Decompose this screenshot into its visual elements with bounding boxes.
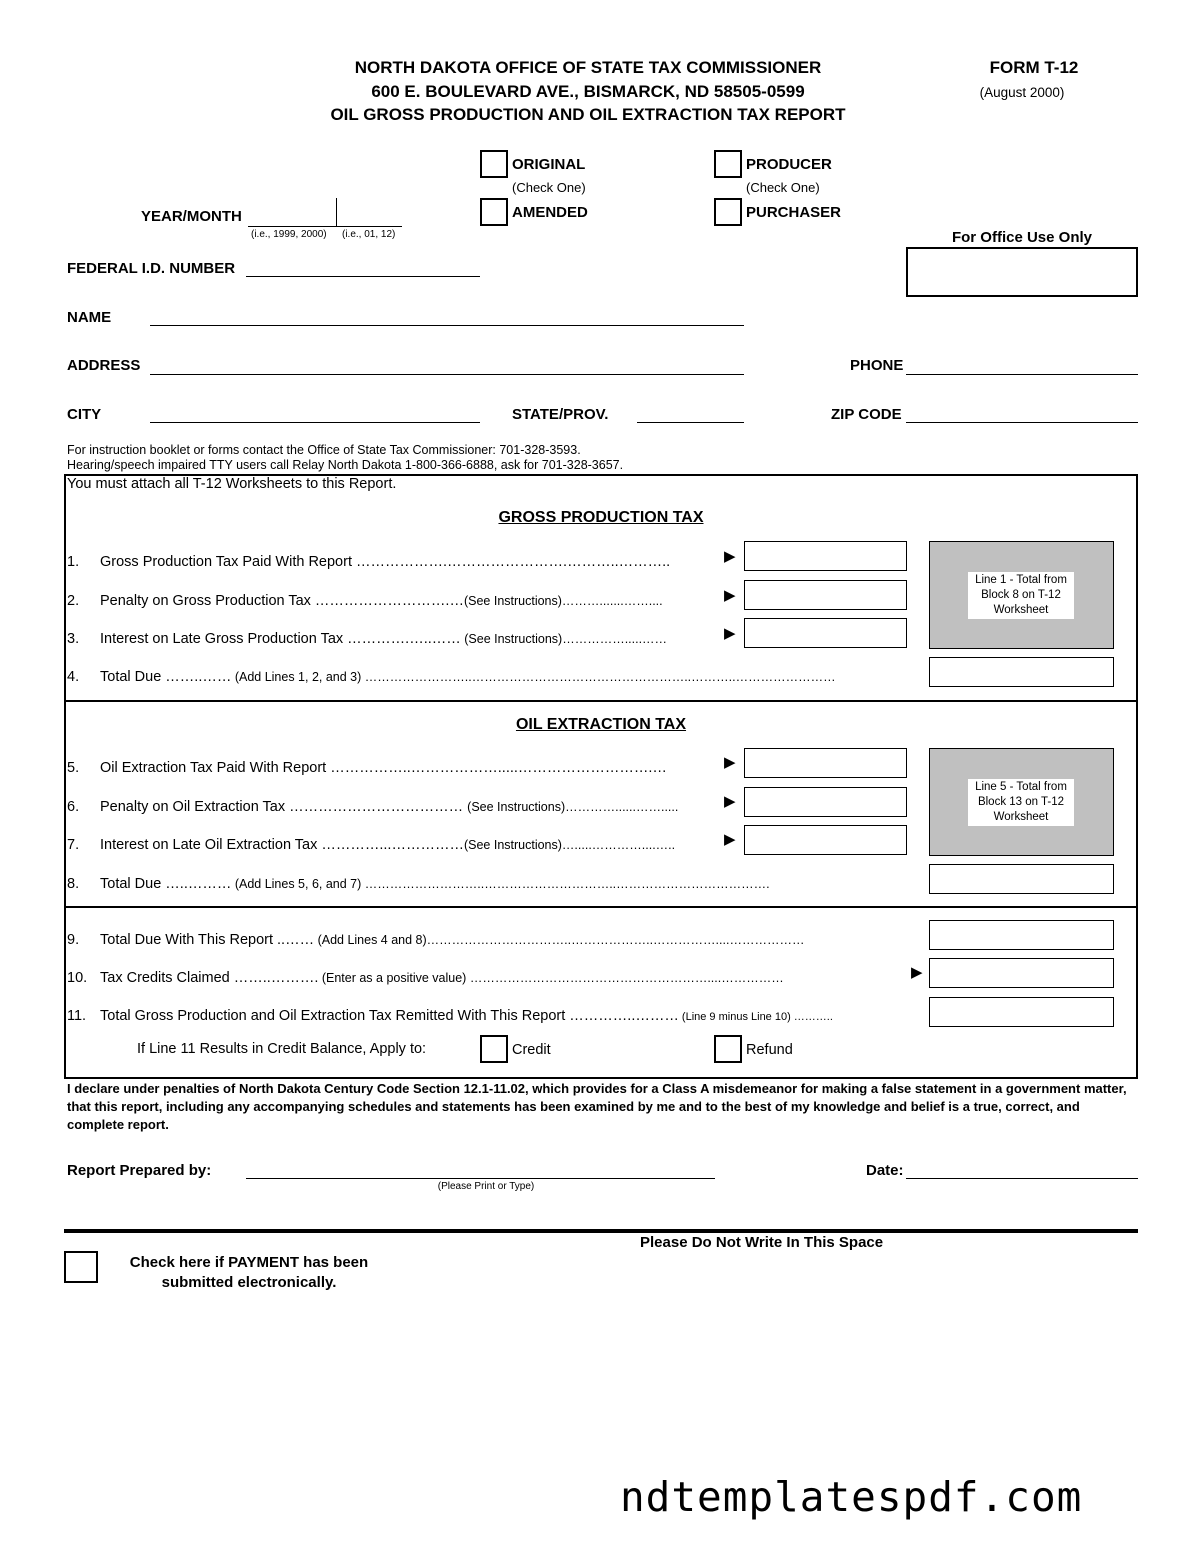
electronic-payment-line-2: submitted electronically.	[161, 1274, 337, 1291]
year-hint: (i.e., 1999, 2000)	[251, 229, 327, 240]
gross-production-title: GROSS PRODUCTION TAX	[498, 509, 704, 526]
line-10-number: 10.	[67, 970, 88, 986]
line-8-label: Total Due …..………	[100, 876, 232, 892]
line-9-number: 9.	[67, 932, 80, 948]
line-1-worksheet-note: Line 1 - Total from Block 8 on T-12 Worksheet	[968, 572, 1074, 619]
line-11-input[interactable]	[929, 997, 1114, 1027]
form-id: FORM T-12	[989, 58, 1079, 77]
header-line-2: 600 E. BOULEVARD AVE., BISMARCK, ND 58505-0599	[371, 82, 805, 101]
watermark-text: ndtemplatespdf.com	[620, 1473, 1083, 1521]
contact-line-1: For instruction booklet or forms contact the Office of State Tax Commissioner: 701-328-3593.	[67, 443, 581, 457]
purchaser-checkbox[interactable]	[714, 198, 742, 226]
line-5-worksheet-note-box	[929, 748, 1114, 856]
amended-label: AMENDED	[512, 204, 588, 221]
office-use-label: For Office Use Only	[951, 229, 1093, 246]
line-1-number: 1.	[67, 554, 80, 570]
line-3-label: Interest on Late Gross Production Tax ………….…..……	[100, 631, 461, 647]
line-7-note: (See Instructions)….....…………....…..	[463, 838, 676, 852]
producer-checkbox[interactable]	[714, 150, 742, 178]
name-label: NAME	[67, 309, 112, 326]
date-input[interactable]	[906, 1178, 1138, 1179]
line-3-arrow-icon: ▶	[724, 625, 736, 642]
declaration-text: I declare under penalties of North Dakota Century Code Section 12.1-11.02, which provides for a Class A misdemeanor for making a false statement in a government matter, that this report, including any accompanying schedules and statements has been examined by me and to the best of my knowledge and belief is a true, correct, and complete report.	[67, 1081, 1127, 1132]
do-not-write-label: Please Do Not Write In This Space	[640, 1234, 884, 1251]
line-5-number: 5.	[67, 760, 80, 776]
line-3-input[interactable]	[744, 618, 907, 648]
line-10-label: Tax Credits Claimed ……..……….	[100, 970, 319, 986]
refund-checkbox[interactable]	[714, 1035, 742, 1063]
line-1-arrow-icon: ▶	[724, 548, 736, 565]
phone-label: PHONE	[850, 357, 904, 374]
header-line-3: OIL GROSS PRODUCTION AND OIL EXTRACTION TAX REPORT	[330, 105, 846, 124]
electronic-payment-line-1: Check here if PAYMENT has been	[129, 1254, 369, 1271]
zip-label: ZIP CODE	[831, 406, 902, 423]
report-type-check-one: (Check One)	[512, 180, 586, 195]
purchaser-label: PURCHASER	[746, 204, 842, 221]
address-input[interactable]	[150, 374, 744, 375]
city-label: CITY	[67, 406, 102, 423]
line-6-note: (See Instructions)…………......…….....	[467, 800, 679, 814]
producer-label: PRODUCER	[746, 156, 832, 173]
line-7-arrow-icon: ▶	[724, 831, 736, 848]
contact-line-2: Hearing/speech impaired TTY users call Relay North Dakota 1-800-366-6888, ask for 701-328-3657.	[67, 458, 624, 472]
line-7-number: 7.	[67, 837, 80, 853]
line-11-note: (Line 9 minus Line 10) ………..	[678, 1011, 833, 1023]
line-8-note: (Add Lines 5, 6, and 7) ………………………..…………………………..……………………………….	[231, 877, 770, 891]
original-checkbox[interactable]	[480, 150, 508, 178]
line-4-note: (Add Lines 1, 2, and 3) ……………………..……………………………………………..………..……………………	[231, 670, 836, 684]
month-hint: (i.e., 01, 12)	[342, 229, 396, 240]
line-3-note: (See Instructions)…………….....……	[460, 632, 668, 646]
line-6-number: 6.	[67, 799, 80, 815]
line-6-label: Penalty on Oil Extraction Tax ………………………………	[100, 799, 468, 815]
year-month-label: YEAR/MONTH	[141, 208, 242, 225]
original-label: ORIGINAL	[512, 156, 586, 173]
line-7-input[interactable]	[744, 825, 907, 855]
year-month-divider	[336, 198, 337, 227]
line-11-label: Total Gross Production and Oil Extraction Tax Remitted With This Report …………..………	[100, 1008, 679, 1024]
line-6-input[interactable]	[744, 787, 907, 817]
line-11-number: 11.	[67, 1008, 87, 1024]
line-2-number: 2.	[67, 593, 80, 609]
line-7-label: Interest on Late Oil Extraction Tax …………...……………	[100, 837, 464, 853]
line-10-input[interactable]	[929, 958, 1114, 988]
line-9-label: Total Due With This Report ..……	[100, 932, 315, 948]
header-line-1: NORTH DAKOTA OFFICE OF STATE TAX COMMISSIONER	[354, 58, 822, 77]
federal-id-input[interactable]	[246, 276, 480, 277]
electronic-payment-checkbox[interactable]	[64, 1251, 98, 1283]
zip-input[interactable]	[906, 422, 1138, 423]
phone-input[interactable]	[906, 374, 1138, 375]
line-5-worksheet-note: Line 5 - Total from Block 13 on T-12 Worksheet	[968, 779, 1074, 826]
date-label: Date:	[866, 1162, 904, 1179]
address-label: ADDRESS	[67, 357, 141, 374]
prepared-by-input[interactable]	[246, 1178, 715, 1179]
line-2-input[interactable]	[744, 580, 907, 610]
state-input[interactable]	[637, 422, 744, 423]
amended-checkbox[interactable]	[480, 198, 508, 226]
credit-checkbox[interactable]	[480, 1035, 508, 1063]
line-4-label: Total Due ……..……	[100, 669, 232, 685]
city-input[interactable]	[150, 422, 480, 423]
line-4-number: 4.	[67, 669, 80, 685]
line-4-input[interactable]	[929, 657, 1114, 687]
line-10-note: (Enter as a positive value) …………………………………………………....……………	[318, 971, 784, 985]
credit-balance-question: If Line 11 Results in Credit Balance, Apply to:	[137, 1041, 427, 1057]
line-8-number: 8.	[67, 876, 80, 892]
oil-extraction-title: OIL EXTRACTION TAX	[515, 716, 687, 733]
line-2-note: (See Instructions)……….......……....	[463, 594, 663, 608]
print-type-hint: (Please Print or Type)	[437, 1181, 535, 1192]
line-3-number: 3.	[67, 631, 80, 647]
line-1-worksheet-note-box	[929, 541, 1114, 649]
credit-label: Credit	[512, 1042, 551, 1058]
line-10-arrow-icon: ▶	[911, 964, 923, 981]
year-input[interactable]	[248, 226, 336, 227]
line-2-label: Penalty on Gross Production Tax ……………………….…	[100, 593, 464, 609]
line-1-input[interactable]	[744, 541, 907, 571]
refund-label: Refund	[746, 1042, 793, 1058]
prepared-by-label: Report Prepared by:	[67, 1162, 212, 1179]
footer-divider	[64, 1229, 1138, 1233]
line-8-input[interactable]	[929, 864, 1114, 894]
form-date: (August 2000)	[979, 85, 1065, 100]
state-label: STATE/PROV.	[512, 406, 609, 423]
line-5-label: Oil Extraction Tax Paid With Report ……………..……………….....……………………….…	[100, 760, 667, 776]
line-5-arrow-icon: ▶	[724, 754, 736, 771]
line-5-input[interactable]	[744, 748, 907, 778]
federal-id-label: FEDERAL I.D. NUMBER	[67, 260, 236, 277]
office-use-box	[906, 247, 1138, 297]
filer-type-check-one: (Check One)	[746, 180, 820, 195]
line-1-label: Gross Production Tax Paid With Report ……………….…………………….………..………..	[100, 554, 671, 570]
line-6-arrow-icon: ▶	[724, 793, 736, 810]
line-2-arrow-icon: ▶	[724, 587, 736, 604]
attach-note: You must attach all T-12 Worksheets to this Report.	[67, 476, 397, 492]
name-input[interactable]	[150, 325, 744, 326]
line-9-input[interactable]	[929, 920, 1114, 950]
month-input[interactable]	[337, 226, 402, 227]
line-9-note: (Add Lines 4 and 8)……………………………..………………..……………....………………	[314, 933, 805, 947]
